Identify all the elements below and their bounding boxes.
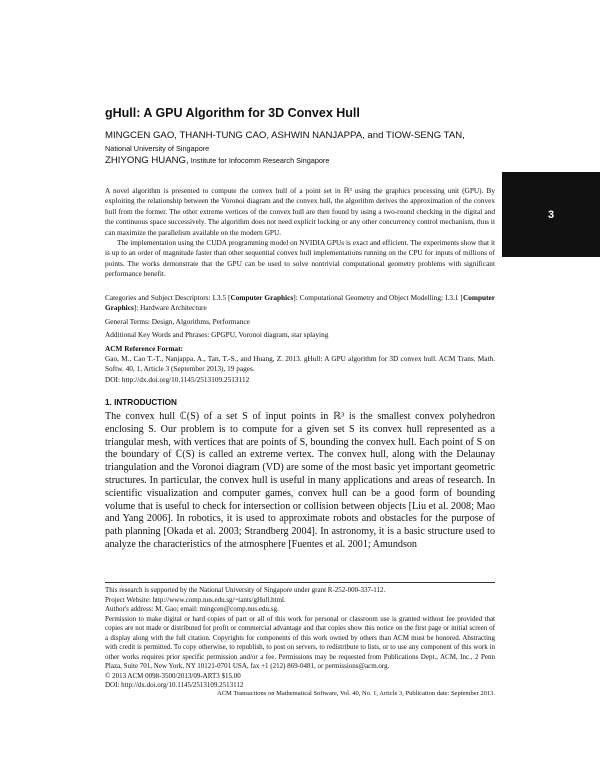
running-footer: ACM Transactions on Mathematical Software, Vol. 40, No. 1, Article 3, Publication date: September 2013. — [217, 690, 495, 697]
footnote-support: This research is supported by the National University of Singapore under grant R-252-000-337-112. — [105, 586, 386, 594]
affiliation-1: National University of Singapore — [105, 143, 210, 153]
footnote-permission: Permission to make digital or hard copies of part or all of this work for personal or classroom use is granted without fee provided that copies are not made or distributed for profit or commercial advantage and that copies show this notice on the first page or initial screen of a display along with the full citation. Copyrights for components of this work owned by others than ACM must be honored. Abstracting with credit is permitted. To copy otherwise, to republish, to post on servers, to redistribute to lists, or to use any component of this work in other works requires prior specific permission and/or a fee. Permissions may be requested from Publications Dept., ACM, Inc., 2 Penn Plaza, Suite 701, New York, NY 10121-0701 USA, fax +1 (212) 869-0481, or permissions@acm.org. — [105, 614, 495, 670]
affiliation-2: Institute for Infocomm Research Singapore — [188, 156, 330, 165]
footnote-doi: DOI: http://dx.doi.org/10.1145/2513109.2513112 — [105, 681, 244, 689]
categories-prefix: Categories and Subject Descriptors: I.3.5 [ — [105, 293, 231, 302]
abstract — [105, 186, 495, 280]
article-number: 3 — [547, 208, 555, 221]
metadata-block — [105, 293, 495, 385]
abstract-paragraph-1: A novel algorithm is presented to compute the convex hull of a point set in ℝ³ using the graphics processing unit (GPU). By exploiting the relationship between the Voronoi diagram and the convex hull, the algorithm derives the approximation of the convex hull from the former. The other extreme vertices of the convex hull are then found by using a two-round checking in the digital and the continuous space successively. The algorithm does not need explicit locking or any other concurrency control mechanism, thus it can maximize the parallelism available on the modern GPU. — [105, 186, 495, 237]
abstract-paragraph-2: The implementation using the CUDA programming model on NVIDIA GPUs is exact and efficient. The experiments show that it is up to an order of magnitude faster than other sequential convex hull implementations running on the CPU for inputs of millions of points. The works demonstrate that the GPU can be used to solve nontrivial computational geometry problems with significant performance benefit. — [105, 238, 495, 279]
footnote-copyright: © 2013 ACM 0098-3500/2013/09-ART3 $15.00 — [105, 671, 241, 680]
footnote-divider — [105, 582, 495, 583]
footnote-address: Author's address: M. Gao; email: mingcen@comp.nus.edu.sg. — [105, 605, 279, 613]
categories — [105, 293, 495, 314]
keywords: Additional Key Words and Phrases: GPGPU, Voronoi diagram, star splaying — [105, 330, 329, 340]
general-terms: General Terms: Design, Algorithms, Performance — [105, 316, 250, 326]
author-name-2: ZHIYONG HUANG, — [105, 155, 189, 166]
categories-mid: ]: Computational Geometry and Object Modelling; I.3.1 [ — [293, 293, 463, 302]
acm-reference-doi: DOI: http://dx.doi.org/10.1145/2513109.2513112 — [105, 374, 250, 384]
introduction-text: The convex hull ℂ(S) of a set S of input points in ℝ³ is the smallest convex polyhedron enclosing S. Our problem is to compute for a given set S its convex hull represented as a triangular mesh, with vertices that are points of S, bounding the convex hull. Each point of S on the boundary of ℂ(S) is called an extreme vertex. The convex hull, along with the Delaunay triangulation and the Voronoi diagram (VD) are some of the most basic yet important geometric structures. In particular, the convex hull is useful in many applications and areas of research. In scientific visualization and computer games, convex hull can be a good form of bounding volume that is useful to check for intersection or collision between objects [Liu et al. 2008; Mao and Yang 2006]. In robotics, it is used to approximate robots and obstacles for the purpose of path planning [Okada et al. 2003; Strandberg 2004]. In astronomy, it is a basic structure used to analyze the characteristics of the atmosphere [Fuentes et al. 2001; Amundson — [105, 411, 495, 550]
categories-bold-1: Computer Graphics — [230, 293, 294, 302]
categories-suffix: ]: Hardware Architecture — [133, 303, 207, 313]
categories-bold-2: Computer Graphics — [105, 293, 495, 313]
acm-reference-text: Gao, M., Cao T.-T., Nanjappa, A., Tan, T.-S., and Huang, Z. 2013. gHull: A GPU algorithm for 3D convex hull. ACM Trans. Math. Softw. 40, 1, Article 3 (September 2013), 19 pages. — [105, 354, 495, 374]
author-block — [105, 130, 495, 168]
paper-title: gHull: A GPU Algorithm for 3D Convex Hull — [105, 106, 360, 120]
section-heading-introduction: 1. INTRODUCTION — [105, 398, 177, 407]
footnote-website: Project Website: http://www.comp.nus.edu.sg/~tants/gHull.html. — [105, 595, 286, 604]
author-line-1: MINGCEN GAO, THANH-TUNG CAO, ASHWIN NANJAPPA, and TIOW-SENG TAN, — [105, 130, 465, 141]
article-number-tab — [502, 172, 600, 257]
acm-reference-heading: ACM Reference Format: — [105, 343, 184, 353]
author-line-2 — [105, 155, 495, 168]
footnotes — [105, 586, 495, 691]
